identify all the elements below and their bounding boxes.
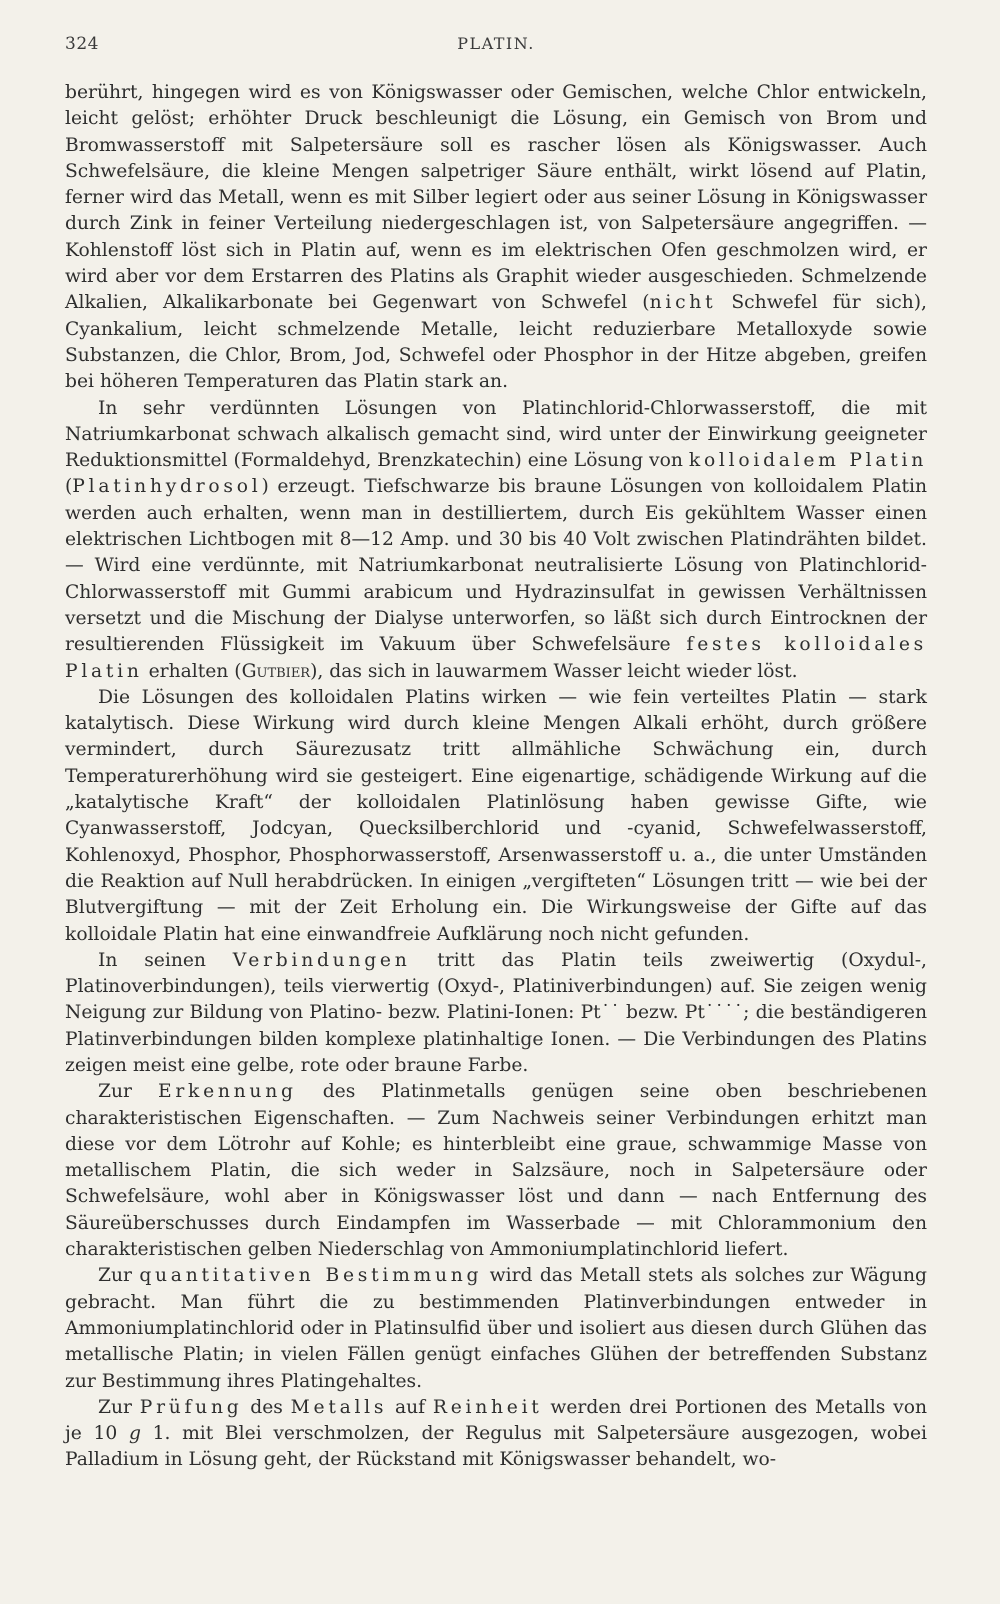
text-run: werden drei Portionen des Metalls von je 10 — [65, 1396, 927, 1445]
text-run: 1. mit Blei verschmolzen, der Regulus mit Salpetersäure ausgezogen, wobei Palladium in Lösung geht, der Rückstand mit Königswasser behandelt, wo- — [65, 1423, 927, 1471]
emphasized-text: nicht — [649, 292, 717, 314]
paragraph-p3 — [65, 685, 927, 948]
text-run: des — [242, 1396, 291, 1418]
emphasized-text: Metalls — [290, 1396, 388, 1418]
text-run: In sehr verdünnten Lösungen von Platinchlorid-Chlorwasserstoff, die mit Natriumkarbonat schwach alkalisch gemacht sind, wird unter der Einwirkung geeigneter Reduktionsmittel (Formaldehyd, Brenzkatechin) eine Lösung von — [65, 397, 927, 472]
paragraph-p2 — [65, 396, 927, 685]
emphasized-text: Erkennung — [157, 1081, 297, 1103]
emphasized-text: Platinhydrosol — [72, 476, 262, 498]
emphasized-text: g — [128, 1423, 141, 1445]
text-run: berührt, hingegen wird es von Königswasser oder Gemischen, welche Chlor entwickeln, leicht gelöst; erhöhter Druck beschleunigt die Lösung, ein Gemisch von Brom und Bromwasserstoff mit Salpetersäure soll es rascher lösen als Königswasser. Auch Schwefelsäure, die kleine Mengen salpetriger Säure enthält, wirkt lösend auf Platin, ferner wird das Metall, wenn es mit Silber legiert oder aus seiner Lösung in Königswasser durch Zink in feiner Verteilung niedergeschlagen ist, von Salpetersäure angegriffen. — Kohlenstoff löst sich in Platin auf, wenn es im elektrischen Ofen geschmolzen wird, er wird aber vor dem Erstarren des Platins als Graphit wieder ausgeschieden. Schmelzende Alkalien, Alkalikarbonate bei Gegenwart von Schwefel ( — [65, 82, 927, 314]
text-run: auf — [387, 1396, 433, 1418]
text-run: Die Lösungen des kolloidalen Platins wirken — wie fein verteiltes Platin — stark katalytisch. Diese Wirkung wird durch kleine Mengen Alkali erhöht, durch größere vermindert, durch Säurezusatz tritt allmähliche Schwächung ein, durch Temperaturerhöhung wird sie gesteigert. Eine eigenartige, schädigende Wirkung auf die „katalytische Kraft“ der kolloidalen Platinlösung haben gewisse Gifte, wie Cyanwasserstoff, Jodcyan, Quecksilberchlorid und -cyanid, Schwefelwasserstoff, Kohlenoxyd, Phosphor, Phosphorwasserstoff, Arsenwasserstoff u. a., die unter Umständen die Reaktion auf Null herabdrücken. In einigen „vergifteten“ Lösungen tritt — wie bei der Blutvergiftung — mit der Zeit Erholung ein. Die Wirkungsweise der Gifte auf das kolloidale Platin hat eine einwandfreie Aufklärung noch nicht gefunden. — [65, 686, 927, 945]
emphasized-text: kolloidalem Platin — [688, 450, 927, 472]
text-run: In seinen — [98, 949, 233, 971]
page-number: 324 — [65, 34, 99, 54]
text-run: ( — [65, 476, 73, 498]
text-run: Zur — [98, 1265, 140, 1287]
text-run: Schwefel für sich), Cyankalium, leicht schmelzende Metalle, leicht reduzierbare Metalloxyde sowie Substanzen, die Chlor, Brom, Jod, Schwefel oder Phosphor in der Hitze abgeben, greifen bei höheren Temperaturen das Platin stark an. — [65, 292, 927, 393]
text-run: des Platinmetalls genügen seine oben beschriebenen charakteristischen Eigenschaften. — Zum Nachweis seiner Verbindungen erhitzt man diese vor dem Lötrohr auf Kohle; es hinterbleibt eine graue, schwammige Masse von metallischem Platin, die sich weder in Salzsäure, noch in Salpetersäure oder Schwefelsäure, wohl aber in Königswasser löst und dann — nach Entfernung des Säureüberschusses durch Eindampfen im Wasserbade — mit Chlorammonium den charakteristischen gelben Niederschlag von Ammoniumplatinchlorid liefert. — [65, 1081, 927, 1261]
paragraph-p7 — [65, 1395, 927, 1474]
emphasized-text: festes kolloidales Platin — [65, 634, 927, 682]
emphasized-text: Reinheit — [432, 1396, 543, 1418]
text-run: erhalten ( — [142, 660, 242, 682]
running-head: PLATIN. — [457, 34, 535, 53]
emphasized-text: quantitativen Bestimmung — [139, 1265, 483, 1287]
paragraph-p1 — [65, 80, 927, 396]
body-text — [65, 80, 927, 1474]
text-run: wird das Metall stets als solches zur Wägung gebracht. Man führt die zu bestimmenden Platinverbindungen entweder in Ammoniumplatinchlorid oder in Platinsulfid über und isoliert aus diesen durch Glühen das metallische Platin; in vielen Fällen genügt einfaches Glühen der betreffenden Substanz zur Bestimmung ihres Platingehaltes. — [65, 1265, 927, 1392]
paragraph-p4 — [65, 948, 927, 1079]
emphasized-text: Prüfung — [139, 1396, 243, 1418]
emphasized-text: Verbindungen — [232, 949, 411, 971]
emphasized-text: Gutbier — [241, 660, 311, 682]
paragraph-p5 — [65, 1079, 927, 1263]
text-run: Zur — [98, 1081, 158, 1103]
text-run: Zur — [98, 1396, 140, 1418]
text-run: tritt das Platin teils zweiwertig (Oxydul-, Platinoverbindungen), teils vierwertig (Oxyd-, Platiniverbindungen) auf. Sie zeigen wenig Neigung zur Bildung von Platino- bezw. Platini-Ionen: Pt˙˙ bezw. Pt˙˙˙˙; die beständigeren Platinverbindungen bilden komplexe platinhaltige Ionen. — Die Verbindungen des Platins zeigen meist eine gelbe, rote oder braune Farbe. — [65, 949, 927, 1076]
paragraph-p6 — [65, 1263, 927, 1394]
page-header — [65, 34, 927, 60]
text-run: ) erzeugt. Tiefschwarze bis braune Lösungen von kolloidalem Platin werden auch erhalten, wenn man in destilliertem, durch Eis gekühltem Wasser einen elektrischen Lichtbogen mit 8—12 Amp. und 30 bis 40 Volt zwischen Platindrähten bildet. — Wird eine verdünnte, mit Natriumkarbonat neutralisierte Lösung von Platinchlorid-Chlorwasserstoff mit Gummi arabicum und Hydrazinsulfat in gewissen Verhältnissen versetzt und die Mischung der Dialyse unterworfen, so läßt sich durch Eintrocknen der resultierenden Flüssigkeit im Vakuum über Schwefelsäure — [65, 476, 927, 656]
text-run: ), das sich in lauwarmem Wasser leicht wieder löst. — [310, 660, 798, 682]
